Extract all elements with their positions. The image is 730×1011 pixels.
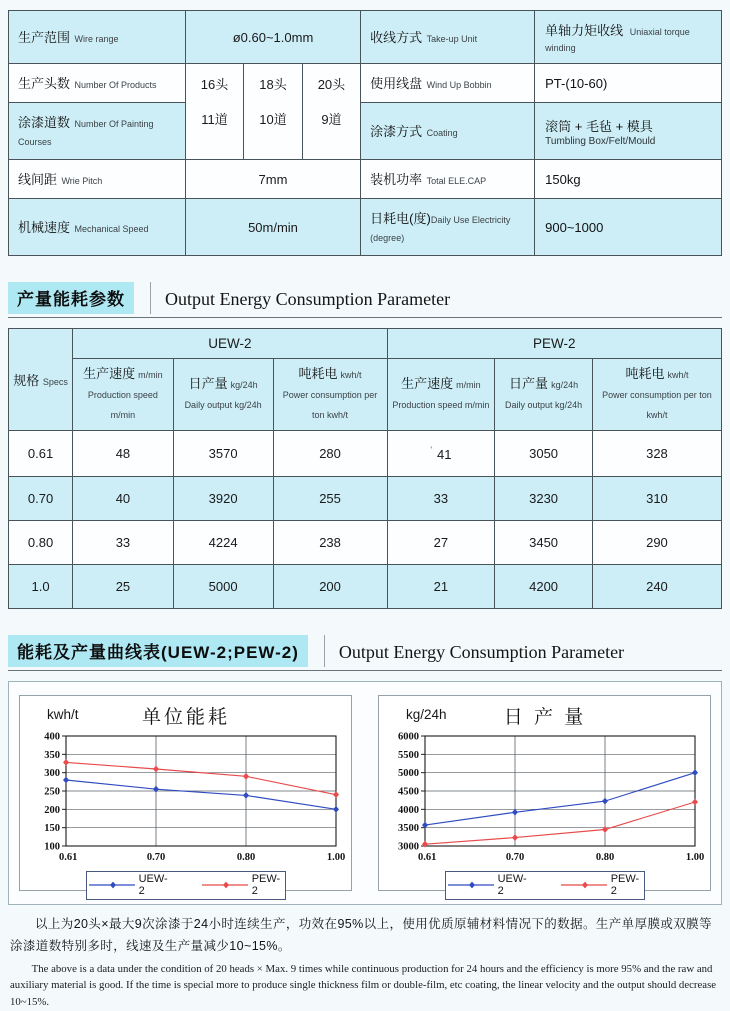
param-table (8, 328, 722, 609)
spec-value-cell: 11道 (185, 103, 243, 160)
data-point-diamond-icon (153, 766, 159, 773)
label-zh: 涂漆方式 (370, 124, 423, 139)
uew-speed-cell: 25 (73, 565, 174, 609)
section-header-output-params (8, 282, 722, 318)
pew-speed-cell: 33 (387, 477, 495, 521)
spec-value-cell (535, 160, 722, 199)
label-en: Number Of Products (74, 80, 157, 90)
value-main: 900~1000 (545, 219, 604, 235)
group-header-pew2: PEW-2 (387, 329, 721, 359)
x-tick-label: 0.61 (59, 852, 78, 863)
section-title-en: Output Energy Consumption Parameter (165, 288, 451, 309)
spec-value-cell (535, 11, 722, 64)
spec-value-cell (535, 103, 722, 160)
charts-panel (8, 681, 722, 905)
y-axis-unit-label: kwh/t (47, 707, 79, 722)
chart-legend (445, 871, 645, 900)
x-tick-label: 0.70 (505, 852, 525, 863)
legend-entry-uew-2 (447, 873, 530, 897)
uew-output-cell: 3570 (173, 431, 273, 477)
label-zh: 使用线盘 (370, 76, 423, 91)
pew-output-cell: 3230 (495, 477, 593, 521)
spec-cell: 1.0 (9, 565, 73, 609)
value-main: 单轴力矩收线 (545, 23, 624, 38)
label-en: Daily Use Electricity (degree) (370, 215, 511, 243)
label-zh: 规格 (13, 373, 40, 388)
col-header-speed: 生产速度 m/min Production speed m/min (387, 359, 495, 431)
param-col-header-row (9, 359, 722, 431)
uew-output-cell: 4224 (173, 521, 273, 565)
spec-label-cell (361, 199, 535, 256)
y-tick-label: 4500 (398, 786, 419, 798)
spec-value-cell: 18头 (244, 64, 302, 103)
footnote-english: The above is a data under the condition of 20 heads × Max. 9 times while continuous production for 24 hours and the efficiency is more 95% and the raw and auxiliary material is good. If the time is special more to produce single thickness film or double-film, etc coating, the linear velocity and the output should decrease 10~15%. (10, 962, 717, 1009)
spec-cell: 0.80 (9, 521, 73, 565)
label-en: Mechanical Speed (74, 224, 149, 234)
col-header-output: 日产量 kg/24h Daily output kg/24h (495, 359, 593, 431)
uew-speed-cell: 48 (73, 431, 174, 477)
pew-output-cell: 4200 (495, 565, 593, 609)
x-tick-label: 0.70 (146, 852, 166, 863)
data-point-diamond-icon (63, 759, 69, 766)
label-zh: 线间距 (18, 172, 58, 187)
x-tick-label: 1.00 (685, 852, 705, 863)
col-header-speed: 生产速度 m/min Production speed m/min (73, 359, 174, 431)
data-point-diamond-icon (602, 826, 608, 833)
section-title-en: Output Energy Consumption Parameter (338, 641, 625, 662)
data-point-diamond-icon (243, 773, 249, 780)
pew-speed-cell: 21 (387, 565, 495, 609)
uew-power-cell: 255 (273, 477, 387, 521)
spec-label-cell (361, 11, 535, 64)
y-tick-label: 5500 (398, 749, 419, 761)
uew-power-cell: 280 (273, 431, 387, 477)
y-tick-label: 400 (44, 731, 60, 743)
plot-area (385, 731, 705, 867)
spec-label-cell (9, 11, 186, 64)
x-tick-label: 0.61 (418, 852, 437, 863)
spec-value-cell: 9道 (302, 103, 360, 160)
y-tick-label: 4000 (398, 804, 419, 816)
header-divider (324, 635, 325, 667)
group-header-uew2: UEW-2 (73, 329, 387, 359)
x-tick-label: 0.80 (236, 852, 256, 863)
legend-label: PEW-2 (610, 873, 640, 897)
pew-output-cell: 3050 (495, 431, 593, 477)
chart-legend (86, 871, 286, 900)
uew-power-cell: 200 (273, 565, 387, 609)
col-header-power: 吨耗电 kwh/t Power consumption per ton kwh/t (273, 359, 387, 431)
chart-daily-output (378, 695, 711, 897)
data-point-diamond-icon (243, 792, 249, 799)
spec-label-cell (361, 64, 535, 103)
spec-value-cell (535, 64, 722, 103)
series-line-pew-2 (425, 802, 695, 844)
spec-label-cell (361, 103, 535, 160)
section-header-curves (8, 635, 722, 671)
label-en: Coating (426, 128, 458, 138)
y-tick-label: 250 (44, 786, 60, 798)
value-main: 150kg (545, 171, 581, 187)
chart-header (25, 701, 347, 731)
y-tick-label: 300 (44, 768, 60, 780)
y-tick-label: 100 (44, 841, 60, 853)
footnote (8, 914, 722, 1011)
chart-header (384, 701, 706, 731)
ink-mark: ' (430, 445, 433, 455)
pew-speed-cell: 27 (387, 521, 495, 565)
plot-area (26, 731, 346, 867)
data-point-diamond-icon (512, 809, 518, 816)
y-axis-unit-label: kg/24h (406, 707, 447, 722)
section-badge: 能耗及产量曲线表(UEW-2;PEW-2) (8, 635, 308, 667)
y-tick-label: 3500 (398, 823, 419, 835)
label-en: Number Of Painting Courses (18, 119, 154, 147)
legend-label: UEW-2 (497, 873, 527, 897)
param-data-row (9, 431, 722, 477)
series-line-pew-2 (66, 762, 336, 794)
data-point-diamond-icon (333, 791, 339, 798)
spec-label-cell (9, 103, 186, 160)
series-line-uew-2 (425, 773, 695, 825)
param-data-row (9, 477, 722, 521)
param-group-header-row (9, 329, 722, 359)
spec-value-cell: 10道 (244, 103, 302, 160)
y-tick-label: 5000 (398, 768, 419, 780)
legend-line-diamond-icon (560, 879, 606, 891)
legend-label: PEW-2 (251, 873, 281, 897)
spec-row-mechanical-speed (9, 199, 722, 256)
label-zh: 涂漆道数 (18, 115, 71, 130)
param-data-row (9, 565, 722, 609)
label-zh: 生产范围 (18, 30, 71, 45)
uew-output-cell: 5000 (173, 565, 273, 609)
label-zh: 收线方式 (370, 30, 423, 45)
pew-power-cell: 290 (592, 521, 721, 565)
x-tick-label: 0.80 (595, 852, 615, 863)
data-point-diamond-icon (692, 769, 698, 776)
value-main: PT-(10-60) (545, 75, 608, 91)
pew-speed-cell: ' 41 (387, 431, 495, 477)
data-point-diamond-icon (512, 834, 518, 841)
data-point-diamond-icon (153, 786, 159, 793)
spec-header-cell (9, 329, 73, 431)
legend-line-diamond-icon (88, 879, 134, 891)
label-en: Total ELE.CAP (426, 176, 487, 186)
footnote-chinese: 以上为20头×最大9次涂漆于24小时连续生产，功效在95%以上，使用优质原辅材料情况下的数据。生产单厚膜或双膜等涂漆道数特别多时，线速及生产量减少10~15%。 (10, 917, 712, 953)
spec-value-cell: ø0.60~1.0mm (185, 11, 360, 64)
legend-entry-pew-2 (201, 873, 284, 897)
label-en: Specs (42, 377, 68, 387)
legend-entry-uew-2 (88, 873, 171, 897)
spec-value-cell: 7mm (185, 160, 360, 199)
spec-label-cell (9, 199, 186, 256)
y-tick-label: 350 (44, 749, 60, 761)
label-en: Wind Up Bobbin (426, 80, 492, 90)
spec-table (8, 10, 722, 256)
spec-cell: 0.61 (9, 431, 73, 477)
col-header-output: 日产量 kg/24h Daily output kg/24h (173, 359, 273, 431)
chart-title: 日 产 量 (503, 707, 587, 728)
uew-power-cell: 238 (273, 521, 387, 565)
spec-label-cell (361, 160, 535, 199)
spec-label-cell (9, 64, 186, 103)
pew-power-cell: 240 (592, 565, 721, 609)
data-point-diamond-icon (333, 806, 339, 813)
spec-row-painting-courses (9, 103, 722, 160)
spec-value-cell (535, 199, 722, 256)
legend-line-diamond-icon (201, 879, 247, 891)
value-main: 滚筒 + 毛毡 + 模具 (545, 118, 653, 134)
legend-label: UEW-2 (138, 873, 168, 897)
spec-value-cell: 20头 (302, 64, 360, 103)
label-zh: 日耗电(度) (370, 211, 431, 226)
y-tick-label: 200 (44, 804, 60, 816)
value-sub: Tumbling Box/Felt/Mould (545, 135, 656, 147)
series-line-uew-2 (66, 780, 336, 809)
label-en: Wrie Pitch (61, 176, 103, 186)
legend-entry-pew-2 (560, 873, 643, 897)
pew-power-cell: 328 (592, 431, 721, 477)
spec-cell: 0.70 (9, 477, 73, 521)
label-en: Wire range (74, 34, 119, 44)
uew-output-cell: 3920 (173, 477, 273, 521)
x-tick-label: 1.00 (326, 852, 346, 863)
y-tick-label: 6000 (398, 731, 419, 743)
label-zh: 机械速度 (18, 220, 71, 235)
label-zh: 生产头数 (18, 76, 71, 91)
uew-speed-cell: 33 (73, 521, 174, 565)
legend-line-diamond-icon (447, 879, 493, 891)
param-data-row (9, 521, 722, 565)
pew-power-cell: 310 (592, 477, 721, 521)
value-sub: Uniaxial torque winding (545, 27, 690, 53)
data-point-diamond-icon (602, 798, 608, 805)
spec-value-cell: 50m/min (185, 199, 360, 256)
spec-row-wire-pitch (9, 160, 722, 199)
header-divider (150, 282, 151, 314)
pew-output-cell: 3450 (495, 521, 593, 565)
section-badge: 产量能耗参数 (8, 282, 134, 314)
spec-row-wire-range (9, 11, 722, 64)
spec-value-cell: 16头 (185, 64, 243, 103)
spec-row-heads (9, 64, 722, 103)
chart-title: 单位能耗 (141, 707, 230, 728)
data-point-diamond-icon (692, 799, 698, 806)
chart-unit-energy (19, 695, 352, 897)
label-en: Take-up Unit (426, 34, 478, 44)
y-tick-label: 150 (44, 823, 60, 835)
y-tick-label: 3000 (398, 841, 419, 853)
spec-label-cell (9, 160, 186, 199)
label-zh: 装机功率 (370, 172, 423, 187)
col-header-power: 吨耗电 kwh/t Power consumption per ton kwh/t (592, 359, 721, 431)
uew-speed-cell: 40 (73, 477, 174, 521)
data-point-diamond-icon (63, 777, 69, 784)
